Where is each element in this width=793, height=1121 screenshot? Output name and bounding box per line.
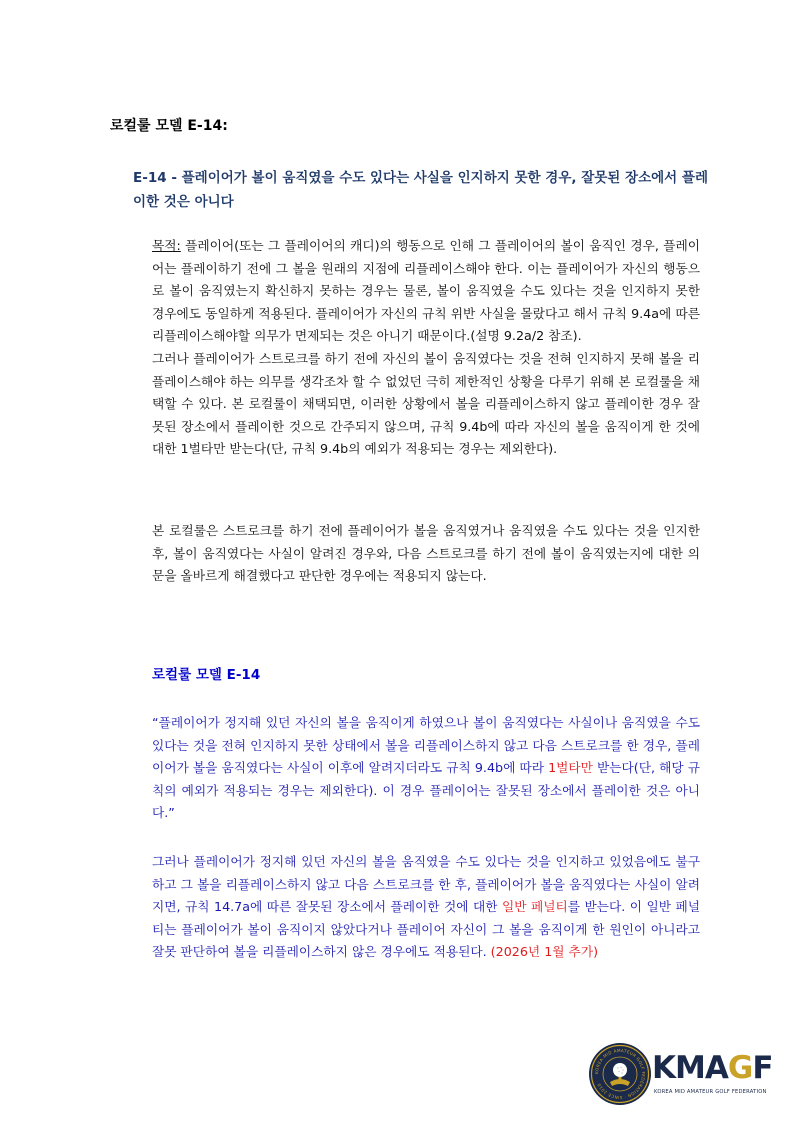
purpose-label: 목적: (152, 238, 181, 253)
applicability-note: 본 로컬룰은 스트로크를 하기 전에 플레이어가 볼을 움직였거나 움직였을 수도 있다는 것을 인지한 후, 볼이 움직였다는 사실이 알려진 경우와, 다음 스트로크를 하기 전에 볼이 움직였는지에 대한 의문을 올바르게 해결했다고 판단한 경우에는 적용되지 않는다. (152, 523, 700, 584)
model-rule-text (152, 712, 700, 825)
kmagf-seal-icon (588, 1042, 652, 1106)
purpose-block (152, 235, 700, 461)
model-rule-addition-part1: 그러나 플레이어가 정지해 있던 자신의 볼을 움직였을 수도 있다는 것을 인지하고 있었음에도 불구하고 그 볼을 리플레이스하지 않고 다음 스트로크를 한 후, 플레이어가 볼을 움직였다는 사실이 알려지면, 규칙 14.7a에 따른 잘못된 장소에서 플레이한 것에 대한 (152, 854, 700, 915)
model-rule-heading: 로컬룰 모델 E-14 (152, 667, 261, 683)
kmagf-wordmark: KMAGF (652, 1050, 773, 1086)
model-rule-text-part1: “플레이어가 정지해 있던 자신의 볼을 움직이게 하였으나 볼이 움직였다는 사실이나 움직였을 수도 있다는 것을 전혀 인지하지 못한 상태에서 볼을 리플레이스하지 않고 다음 스트로크를 한 경우, 플레이어가 볼을 움직였다는 사실이 이후에 알려지더라도 규칙 9.4b에 따라 (152, 715, 700, 776)
purpose-text: 플레이어(또는 그 플레이어의 캐디)의 행동으로 인해 그 플레이어의 볼이 움직인 경우, 플레이어는 플레이하기 전에 그 볼을 원래의 지점에 리플레이스해야 한다. 이는 플레이어가 자신의 행동으로 볼이 움직였는지 확신하지 못하는 경우는 물론, 볼이 움직였을 수도 있다는 것을 인지하지 못한 경우에도 동일하게 적용된다. 플레이어가 자신의 규칙 위반 사실을 몰랐다고 해서 규칙 9.4a에 따른 리플레이스해야할 의무가 면제되는 것은 아니기 때문이다.(설명 9.2a/2 참조). (152, 238, 700, 344)
general-penalty-highlight: 일반 페널티 (501, 899, 568, 915)
section-title: E-14 - 플레이어가 볼이 움직였을 수도 있다는 사실을 인지하지 못한 경우, 잘못된 장소에서 플레이한 것은 아니다 (133, 170, 708, 210)
purpose-paragraph-2: 그러나 플레이어가 스트로크를 하기 전에 자신의 볼이 움직였다는 것을 전혀 인지하지 못해 볼을 리플레이스해야 하는 의무를 생각조차 할 수 없었던 극히 제한적인 상황을 다루기 위해 본 로컬룰을 채택할 수 있다. 본 로컬룰이 채택되면, 이러한 상황에서 볼을 리플레이스하지 않고 플레이한 경우 잘못된 장소에서 플레이한 것으로 간주되지 않으며, 규칙 9.4b에 따라 자신의 볼을 움직이게 한 것에 대한 1벌타만 받는다(단, 규칙 9.4b의 예외가 적용되는 경우는 제외한다). (152, 350, 700, 457)
model-rule-addition-part2: 를 받는다. 이 일반 페널티는 플레이어가 볼이 움직이지 않았다거나 플레이어 자신이 그 볼을 움직이게 한 원인이 아니라고 잘못 판단하여 볼을 리플레이스하지 않은 경우에도 적용된다. (152, 899, 700, 960)
svg-text:KOREA MID AMATEUR GOLF FEDERAT: KOREA MID AMATEUR GOLF FEDERATION · SINCE 2010 (593, 1047, 647, 1101)
page-heading: 로컬룰 모델 E-14: (110, 118, 228, 134)
added-date-note: (2026년 1월 추가) (490, 944, 599, 960)
purpose-paragraph (152, 235, 700, 348)
model-rule-text-part2: 받는다(단, 해당 규칙의 예외가 적용되는 경우는 제외한다). 이 경우 플레이어는 잘못된 장소에서 플레이한 것은 아니다.” (152, 760, 701, 821)
penalty-highlight: 1벌타만 (548, 760, 593, 776)
model-rule-addition (152, 851, 700, 964)
kmagf-logo (588, 1042, 773, 1108)
kmagf-tagline: KOREA MID AMATEUR GOLF FEDERATION (654, 1089, 767, 1095)
